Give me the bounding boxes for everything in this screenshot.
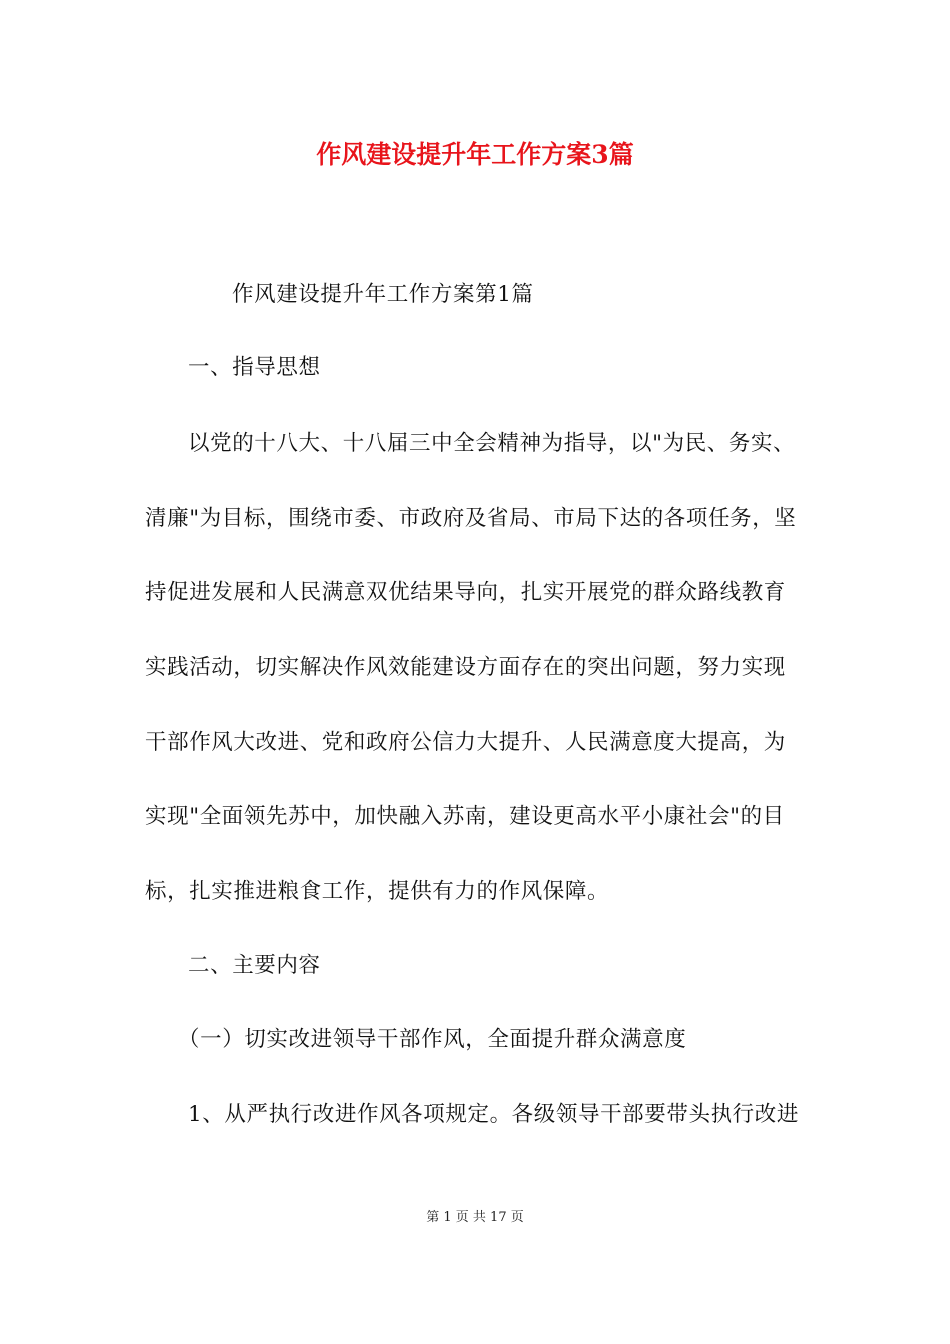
- paragraph-line: 标，扎实推进粮食工作，提供有力的作风保障。: [145, 879, 610, 904]
- subheading-line: （一）切实改进领导干部作风，全面提升群众满意度: [178, 1027, 687, 1052]
- paragraph-line: 以党的十八大、十八届三中全会精神为指导，以"为民、务实、: [188, 431, 796, 456]
- heading-main-content: 二、主要内容: [188, 953, 321, 978]
- paragraph-line: 实现"全面领先苏中，加快融入苏南，建设更高水平小康社会"的目: [145, 804, 785, 829]
- document-title: 作风建设提升年工作方案3篇: [316, 140, 634, 169]
- heading-guiding-ideology: 一、指导思想: [188, 355, 321, 380]
- page-number-footer: 第 1 页 共 17 页: [426, 1210, 524, 1225]
- paragraph-line: 1、从严执行改进作风各项规定。各级领导干部要带头执行改进: [188, 1102, 799, 1127]
- paragraph-line: 干部作风大改进、党和政府公信力大提升、人民满意度大提高，为: [145, 730, 786, 755]
- paragraph-line: 持促进发展和人民满意双优结果导向，扎实开展党的群众路线教育: [145, 580, 786, 605]
- paragraph-line: 实践活动，切实解决作风效能建设方面存在的突出问题，努力实现: [145, 655, 786, 680]
- paragraph-line: 清廉"为目标，围绕市委、市政府及省局、市局下达的各项任务，坚: [145, 506, 797, 531]
- section-heading: 作风建设提升年工作方案第1篇: [232, 282, 534, 307]
